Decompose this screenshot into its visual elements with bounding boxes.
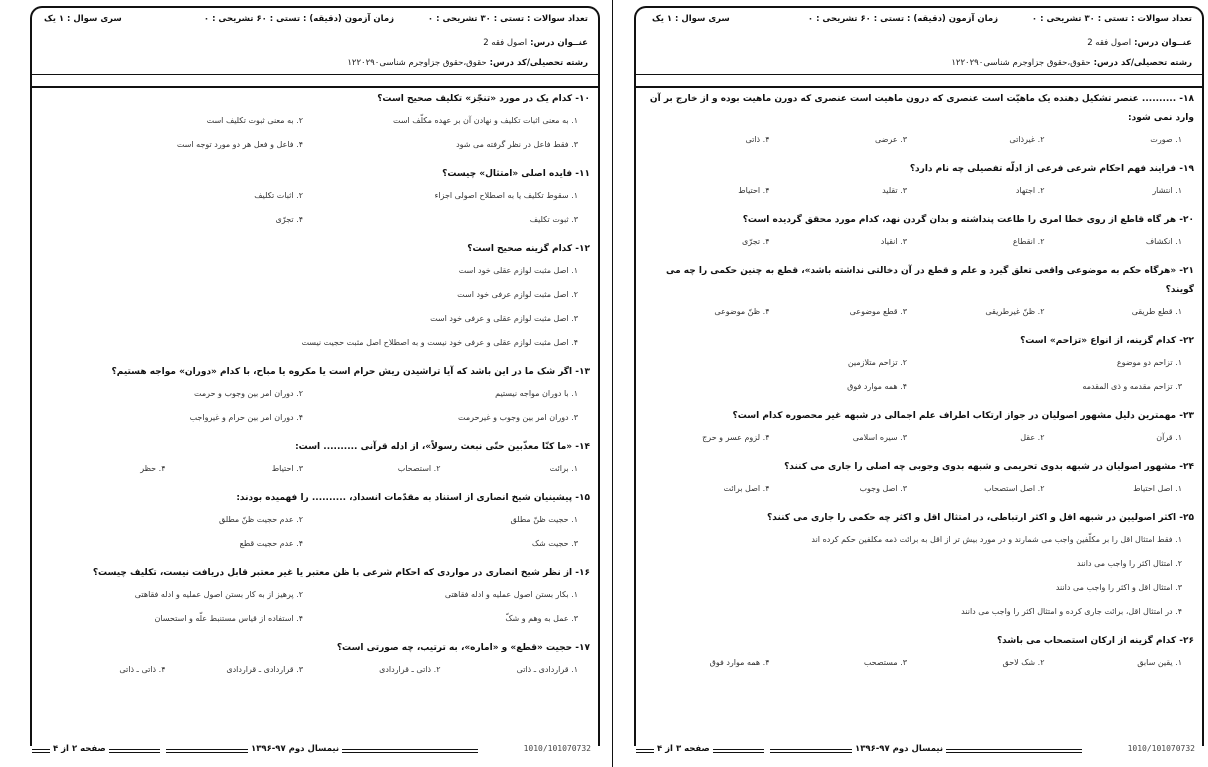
answer-option: ۲. امتثال اکثر را واجب می دانند bbox=[1076, 559, 1182, 568]
answer-option: ۳. قطع موضوعی bbox=[849, 307, 907, 316]
answer-option: ۴. حظر bbox=[140, 464, 166, 473]
field-label: رشته تحصیلی/کد درس: bbox=[489, 58, 588, 68]
answer-option: ۲. شک لاحق bbox=[1002, 658, 1045, 667]
field-code bbox=[951, 58, 1192, 68]
answer-option: ۱. یقین سابق bbox=[1137, 658, 1182, 667]
answer-option: ۴. لزوم عسر و حرج bbox=[702, 433, 770, 442]
term-label: نیمسال دوم ۹۷-۱۳۹۶ bbox=[248, 744, 342, 754]
answer-option: ۲. ذاتی ـ قراردادی bbox=[379, 665, 441, 674]
question-block bbox=[40, 363, 590, 430]
answer-option: ۳. مستصحب bbox=[863, 658, 907, 667]
answer-option: ۱. انکشاف bbox=[1145, 237, 1182, 246]
series-label: سری سوال : ۱ یک bbox=[652, 14, 730, 24]
question-block bbox=[40, 639, 590, 682]
question-block bbox=[644, 332, 1194, 399]
answer-option: ۱. سقوط تکلیف یا به اصطلاح اصولی اجزاء bbox=[434, 191, 578, 200]
answer-option: ۲. غیرذاتی bbox=[1009, 135, 1045, 144]
options-group bbox=[40, 109, 590, 157]
answer-option: ۲. ظنّ غیرطریقی bbox=[985, 307, 1045, 316]
answer-option: ۳. انقیاد bbox=[880, 237, 907, 246]
answer-option: ۳. تزاحم مقدمه و ذی المقدمه bbox=[1082, 382, 1182, 391]
answer-option: ۳. اصل وجوب bbox=[859, 484, 907, 493]
answer-option: ۲. دوران امر بین وجوب و حرمت bbox=[194, 389, 303, 398]
question-text: ۲۳- مهمترین دلیل مشهور اصولیان در جواز ارتکاب اطراف علم اجمالی در شبهه غیر محصوره کدام است؟ bbox=[732, 411, 1194, 421]
header-divider bbox=[634, 74, 1204, 75]
answer-option: ۳. دوران امر بین وجوب و غیرحرمت bbox=[458, 413, 578, 422]
options-group bbox=[644, 426, 1194, 450]
question-block bbox=[40, 240, 590, 355]
question-block bbox=[40, 438, 590, 481]
options-group bbox=[644, 300, 1194, 324]
questions-list bbox=[644, 90, 1194, 683]
course-value: اصول فقه 2 bbox=[1087, 38, 1132, 48]
answer-option: ۴. اصل مثبت لوازم عقلی و عرفی خود نیست و به اصطلاح اصل مثبت حجیت نیست bbox=[301, 338, 578, 347]
answer-option: ۲. اصل مثبت لوازم عرفی خود است bbox=[457, 290, 578, 299]
options-group bbox=[644, 477, 1194, 501]
answer-option: ۴. استفاده از قیاس مستنبط علّه و استحسان bbox=[154, 614, 303, 623]
answer-option: ۴. ذاتی ـ ذاتی bbox=[119, 665, 166, 674]
answer-option: ۲. به معنی ثبوت تکلیف است bbox=[206, 116, 303, 125]
page-number: صفحه ۲ از ۴ bbox=[50, 744, 109, 754]
page-footer bbox=[32, 744, 598, 758]
question-text: ۱۷- حجیت «قطع» و «اماره»، به ترتیب، چه صورتی است؟ bbox=[336, 643, 590, 653]
options-group bbox=[644, 528, 1194, 624]
question-text: ۲۰- هر گاه قاطع از روی خطا امری را طاعت پنداشته و بدان گردن نهد، کدام مورد محقق گردیده است؟ bbox=[742, 215, 1194, 225]
options-group bbox=[40, 457, 590, 481]
exam-page-right bbox=[630, 0, 1208, 767]
answer-option: ۳. عمل به وهم و شکّ bbox=[505, 614, 578, 623]
question-block bbox=[644, 160, 1194, 203]
options-group bbox=[40, 259, 590, 355]
answer-option: ۴. تجرّی bbox=[275, 215, 303, 224]
question-text: ۱۳- اگر شک ما در این باشد که آیا تراشیدن ریش حرام است یا مکروه یا مباح، با کدام «دوران» مواجه هستیم؟ bbox=[111, 367, 590, 377]
answer-option: ۴. همه موارد فوق bbox=[709, 658, 770, 667]
question-block bbox=[40, 165, 590, 232]
answer-option: ۱. اصل مثبت لوازم عقلی خود است bbox=[458, 266, 578, 275]
term-label: نیمسال دوم ۹۷-۱۳۹۶ bbox=[852, 744, 946, 754]
field-value: حقوق،حقوق جزاوجرم شناسی۱۲۲۰۲۹۰ bbox=[347, 58, 487, 68]
header-bottom-rule bbox=[30, 86, 600, 88]
answer-option: ۴. ذاتی bbox=[745, 135, 770, 144]
options-group bbox=[40, 184, 590, 232]
answer-option: ۲. استصحاب bbox=[397, 464, 441, 473]
answer-option: ۲. عدم حجیت ظنّ مطلق bbox=[219, 515, 303, 524]
options-group bbox=[40, 508, 590, 556]
field-code bbox=[347, 58, 588, 68]
answer-option: ۲. انقطاع bbox=[1012, 237, 1045, 246]
options-group bbox=[644, 230, 1194, 254]
exam-code: 1010/101070732 bbox=[521, 744, 594, 753]
exam-time: زمان آزمون (دقیقه) : تستی : ۶۰ تشریحی : ۰ bbox=[203, 14, 394, 24]
question-text: ۱۸- .......... عنصر تشکیل دهنده یک ماهیّت است عنصری که درون ماهیت است عنصری که دورن ماهیت بوده و از خارج بر آن وارد نمی شود: bbox=[649, 94, 1194, 123]
answer-option: ۱. قراردادی ـ ذاتی bbox=[516, 665, 578, 674]
header-bottom-rule bbox=[634, 86, 1204, 88]
answer-option: ۱. صورت bbox=[1150, 135, 1182, 144]
question-block bbox=[40, 90, 590, 157]
answer-option: ۱. بکار بستن اصول عملیه و ادله فقاهتی bbox=[444, 590, 578, 599]
page-border-right bbox=[1202, 86, 1204, 746]
answer-option: ۲. اصل استصحاب bbox=[984, 484, 1045, 493]
answer-option: ۳. حجیت شک bbox=[531, 539, 578, 548]
answer-option: ۴. عدم حجیت قطع bbox=[239, 539, 303, 548]
answer-option: ۴. تجرّی bbox=[742, 237, 770, 246]
answer-option: ۲. اثبات تکلیف bbox=[254, 191, 303, 200]
answer-option: ۳. امتثال اقل و اکثر را واجب می دانند bbox=[1055, 583, 1182, 592]
answer-option: ۴. در امتثال اقل، برائت جاری کرده و امتثال اکثر را واجب می دانند bbox=[961, 607, 1182, 616]
options-group bbox=[40, 658, 590, 682]
answer-option: ۳. سیره اسلامی bbox=[852, 433, 907, 442]
answer-option: ۴. فاعل و فعل هر دو مورد توجه است bbox=[176, 140, 303, 149]
answer-option: ۱. قرآن bbox=[1156, 433, 1182, 442]
question-count: تعداد سوالات : تستی : ۳۰ تشریحی : ۰ bbox=[427, 14, 588, 24]
answer-option: ۲. پرهیز از به کار بستن اصول عملیه و ادله فقاهتی bbox=[134, 590, 303, 599]
answer-option: ۳. احتیاط bbox=[271, 464, 303, 473]
options-group bbox=[644, 179, 1194, 203]
options-group bbox=[40, 382, 590, 430]
answer-option: ۳. تقلید bbox=[882, 186, 907, 195]
exam-page-left bbox=[26, 0, 604, 767]
question-block bbox=[644, 211, 1194, 254]
options-group bbox=[644, 128, 1194, 152]
exam-time: زمان آزمون (دقیقه) : تستی : ۶۰ تشریحی : ۰ bbox=[807, 14, 998, 24]
options-group bbox=[644, 651, 1194, 675]
course-title bbox=[483, 38, 588, 48]
question-text: ۱۵- پیشینیان شیخ انصاری از استناد به مقدّمات انسداد، .......... را فهمیده بودند: bbox=[236, 493, 590, 503]
options-group bbox=[40, 583, 590, 631]
question-block bbox=[40, 489, 590, 556]
question-block bbox=[644, 407, 1194, 450]
question-text: ۱۴- «ما کنّا معذّبین حتّی نبعث رسولاً»، از ادله قرآنی .......... است: bbox=[295, 442, 590, 452]
question-count: تعداد سوالات : تستی : ۳۰ تشریحی : ۰ bbox=[1031, 14, 1192, 24]
question-text: ۱۶- از نظر شیخ انصاری در مواردی که احکام شرعی با ظن معتبر یا غیر معتبر قابل دریافت نیست، تکلیف چیست؟ bbox=[92, 568, 590, 578]
answer-option: ۴. احتیاط bbox=[738, 186, 770, 195]
question-text: ۲۵- اکثر اصولیین در شبهه اقل و اکثر ارتباطی، در امتثال اقل و اکثر چه حکمی را جاری می کنند؟ bbox=[767, 513, 1194, 523]
answer-option: ۴. دوران امر بین حرام و غیرواجب bbox=[189, 413, 303, 422]
page-border-right bbox=[598, 86, 600, 746]
answer-option: ۳. اصل مثبت لوازم عقلی و عرفی خود است bbox=[430, 314, 578, 323]
field-value: حقوق،حقوق جزاوجرم شناسی۱۲۲۰۲۹۰ bbox=[951, 58, 1091, 68]
question-text: ۲۱- «هرگاه حکم به موضوعی واقعی تعلق گیرد و علم و قطع در آن دخالتی نداشته باشد»، قطع به چنین حکمی را چه می گویند؟ bbox=[665, 266, 1194, 295]
question-block bbox=[644, 509, 1194, 624]
exam-code: 1010/101070732 bbox=[1125, 744, 1198, 753]
header-divider bbox=[30, 74, 600, 75]
question-text: ۲۲- کدام گزینه، از انواع «تزاحم» است؟ bbox=[1020, 336, 1194, 346]
series-label: سری سوال : ۱ یک bbox=[44, 14, 122, 24]
answer-option: ۴. همه موارد فوق bbox=[847, 382, 907, 391]
answer-option: ۱. قطع طریقی bbox=[1131, 307, 1182, 316]
answer-option: ۳. قراردادی ـ قراردادی bbox=[226, 665, 303, 674]
course-value: اصول فقه 2 bbox=[483, 38, 528, 48]
answer-option: ۲. تزاحم متلازمین bbox=[847, 358, 907, 367]
answer-option: ۱. اصل احتیاط bbox=[1133, 484, 1182, 493]
question-text: ۱۲- کدام گزینه صحیح است؟ bbox=[467, 244, 590, 254]
options-group bbox=[644, 351, 1194, 399]
question-text: ۱۹- فرایند فهم احکام شرعی فرعی از ادلّه تفصیلی چه نام دارد؟ bbox=[909, 164, 1194, 174]
question-text: ۱۱- فایده اصلی «امتثال» چیست؟ bbox=[442, 169, 590, 179]
question-block bbox=[644, 632, 1194, 675]
answer-option: ۳. فقط فاعل در نظر گرفته می شود bbox=[456, 140, 578, 149]
answer-option: ۱. با دوران مواجه نیستیم bbox=[495, 389, 578, 398]
question-block bbox=[644, 262, 1194, 324]
answer-option: ۱. انتشار bbox=[1152, 186, 1182, 195]
page-border-left bbox=[30, 86, 32, 746]
sheet-divider bbox=[612, 0, 613, 767]
question-text: ۱۰- کدام یک در مورد «تنجّز» تکلیف صحیح است؟ bbox=[377, 94, 590, 104]
field-label: رشته تحصیلی/کد درس: bbox=[1093, 58, 1192, 68]
questions-list bbox=[40, 90, 590, 690]
page-number: صفحه ۳ از ۴ bbox=[654, 744, 713, 754]
page-border-left bbox=[634, 86, 636, 746]
answer-option: ۳. ثبوت تکلیف bbox=[529, 215, 578, 224]
answer-option: ۳. عرضی bbox=[874, 135, 907, 144]
answer-option: ۱. به معنی اثبات تکلیف و نهادن آن بر عهده مکلّف است bbox=[392, 116, 578, 125]
answer-option: ۱. تزاحم دو موضوع bbox=[1116, 358, 1182, 367]
question-block bbox=[644, 458, 1194, 501]
answer-option: ۲. عقل bbox=[1020, 433, 1045, 442]
answer-option: ۱. فقط امتثال اقل را بر مکلّفین واجب می شمارند و در مورد بیش تر از اقل به برائت ذمه مکلفین حکم کرده اند bbox=[811, 535, 1182, 544]
answer-option: ۴. ظنّ موضوعی bbox=[714, 307, 770, 316]
course-label: عنــوان درس: bbox=[530, 38, 588, 48]
answer-option: ۱. برائت bbox=[549, 464, 578, 473]
answer-option: ۲. اجتهاد bbox=[1015, 186, 1045, 195]
question-text: ۲۶- کدام گزینه از ارکان استصحاب می باشد؟ bbox=[996, 636, 1194, 646]
answer-option: ۱. حجیت ظنّ مطلق bbox=[510, 515, 578, 524]
question-text: ۲۴- مشهور اصولیان در شبهه بدوی تحریمی و شبهه بدوی وجوبی چه اصلی را جاری می کنند؟ bbox=[784, 462, 1194, 472]
question-block bbox=[40, 564, 590, 631]
course-label: عنــوان درس: bbox=[1134, 38, 1192, 48]
answer-option: ۴. اصل برائت bbox=[723, 484, 770, 493]
page-footer bbox=[636, 744, 1202, 758]
course-title bbox=[1087, 38, 1192, 48]
question-block bbox=[644, 90, 1194, 152]
